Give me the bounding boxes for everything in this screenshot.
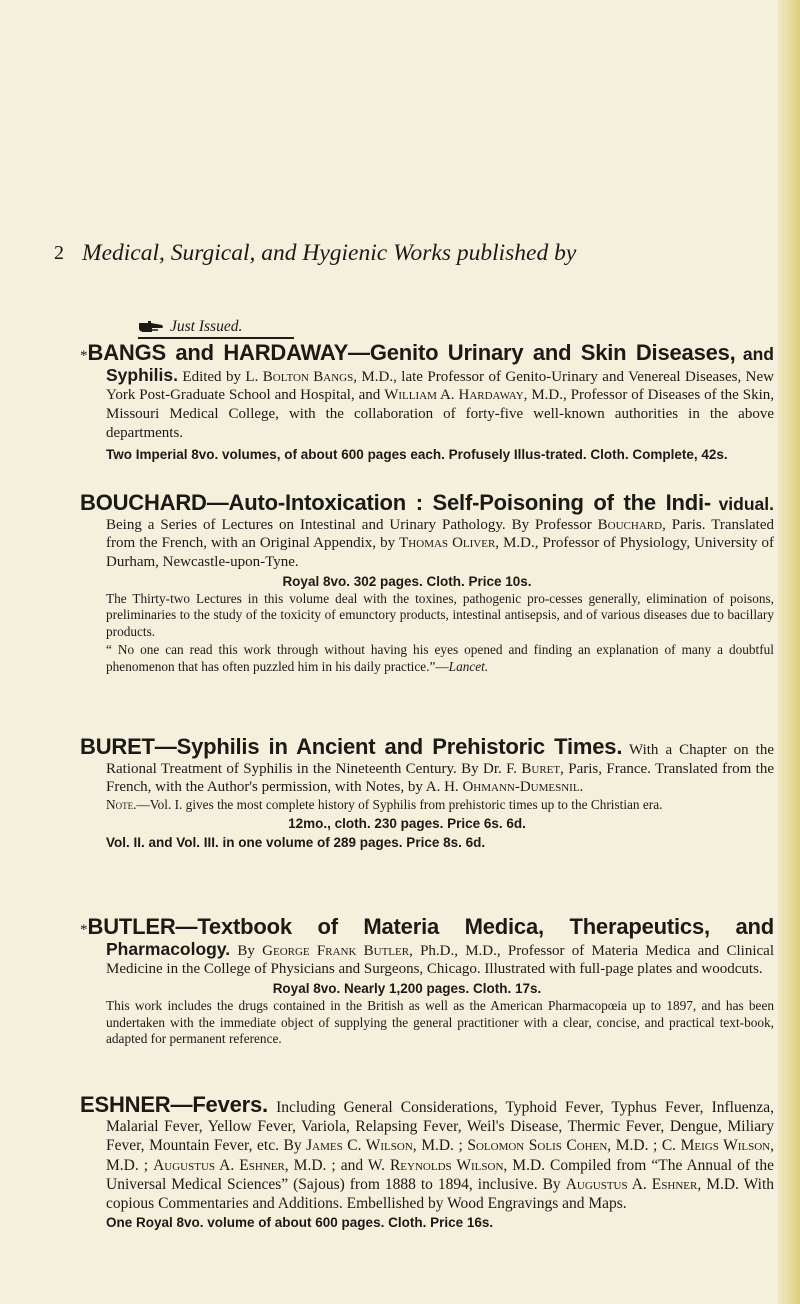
entry-heading: BOUCHARD [80, 490, 207, 515]
header-title: Medical, Surgical, and Hygienic Works published by [82, 240, 577, 266]
entry-bangs [80, 340, 774, 464]
page-edge [778, 0, 800, 1304]
pointing-hand-icon [138, 320, 164, 334]
entry-title: Fevers. [192, 1092, 268, 1117]
star-mark: * [80, 348, 88, 364]
just-issued-label [138, 318, 242, 336]
entry-bouchard [80, 490, 775, 675]
entry-bouchard-lead: BOUCHARD—Auto-Intoxication : Self-Poisoning of the Indi- vidual. Being a Series of Lectures on Intestinal and Urinary Pathology. By Professor Bouchard, Paris. Translated from the French, with an Original Appendix, by Thomas Oliver, M.D., Professor of Physiology, University of Durham, Newcastle-upon-Tyne. [80, 490, 775, 571]
entry-description: This work includes the drugs contained in the British as well as the American Pharmacopœia up to 1897, and has been undertaken with the immediate object of supplying the general practitioner with a clear, concise, and practical text-book, adapted for permanent reference. [106, 998, 774, 1047]
entry-title: Textbook of Materia Medica, Therapeutics, and [197, 914, 774, 939]
entry-specs: One Royal 8vo. volume of about 600 pages. Cloth. Price 16s. [106, 1215, 494, 1231]
entry-heading: BUTLER [87, 914, 176, 939]
just-issued-text: Just Issued. [170, 318, 243, 335]
entry-specs: Royal 8vo. Nearly 1,200 pages. Cloth. 17s. [272, 981, 542, 997]
entry-heading: BANGS and HARDAWAY [87, 340, 349, 365]
entry-eshner [80, 1092, 775, 1232]
entry-specs: 12mo., cloth. 230 pages. Price 6s. 6d. [288, 815, 526, 831]
entry-description: The Thirty-two Lectures in this volume deal with the toxines, pathogenic pro-cesses generally, elimination of poisons, preliminaries to the study of the toxicity of emunctory products, intestinal antisepsis, and of various diseases due to bacillary products. [106, 590, 774, 639]
entry-specs: Royal 8vo. 302 pages. Cloth. Price 10s. [282, 573, 532, 589]
entry-butler [80, 914, 774, 1048]
entry-heading: ESHNER [80, 1092, 171, 1117]
entry-bangs-lead: *BANGS and HARDAWAY—Genito Urinary and Skin Diseases, and Syphilis. Edited by L. Bolton Bangs, M.D., late Professor of Genito-Urinary and Venereal Diseases, New York Post-Graduate School and Hospital, and William A. Hardaway, M.D., Professor of Diseases of the Skin, Missouri Medical College, with the collaboration of forty-five well-known authorities in the above departments. [80, 340, 774, 441]
entry-heading: BURET [80, 734, 155, 759]
star-mark: * [80, 922, 88, 938]
page-number: 2 [54, 242, 64, 264]
entry-title: Auto-Intoxication : Self-Poisoning of the Indi- [228, 490, 712, 515]
entry-specs: Two Imperial 8vo. volumes, of about 600 pages each. Profusely Illus-trated. Cloth. Complete, 42s. [106, 446, 728, 462]
entry-buret [80, 734, 774, 852]
entry-title: Syphilis in Ancient and Prehistoric Times. [176, 734, 623, 759]
just-issued-rule [138, 337, 294, 339]
entry-quote: “ No one can read this work through without having his eyes opened and finding an explanation of many a doubtful phenomenon that has often puzzled him in his daily practice.”—Lancet. [106, 642, 774, 674]
running-header [54, 236, 774, 276]
entry-title: Genito Urinary and Skin Diseases, [369, 340, 736, 365]
entry-eshner-lead: ESHNER—Fevers. Including General Considerations, Typhoid Fever, Typhus Fever, Influenza, Malarial Fever, Yellow Fever, Variola, Relapsing Fever, Weil's Disease, Thermic Fever, Dengue, Miliary Fever, Mountain Fever, etc. By James C. Wilson, M.D. ; Solomon Solis Cohen, M.D. ; C. Meigs Wilson, M.D. ; Augustus A. Eshner, M.D. ; and W. Reynolds Wilson, M.D. Compiled from “The Annual of the Universal Medical Sciences” (Sajous) from 1888 to 1894, inclusive. By Augustus A. Eshner, M.D. With copious Commentaries and Additions. Embellished by Wood Engravings and Maps. [80, 1092, 775, 1213]
entry-note: Note.—Vol. I. gives the most complete history of Syphilis from prehistoric times up to the Christian era. [106, 797, 663, 813]
entry-butler-lead: *BUTLER—Textbook of Materia Medica, Therapeutics, and Pharmacology. By George Frank Butler, Ph.D., M.D., Professor of Materia Medica and Clinical Medicine in the College of Physicians and Surgeons, Chicago. Illustrated with full-page plates and woodcuts. [80, 914, 774, 978]
entry-buret-lead: BURET—Syphilis in Ancient and Prehistoric Times. With a Chapter on the Rational Treatment of Syphilis in the Nineteenth Century. By Dr. F. Buret, Paris, France. Translated from the French, with the Author's permission, with Notes, by A. H. Ohmann-Dumesnil. [80, 734, 774, 796]
entry-specs-vol: Vol. II. and Vol. III. in one volume of 289 pages. Price 8s. 6d. [106, 834, 486, 850]
